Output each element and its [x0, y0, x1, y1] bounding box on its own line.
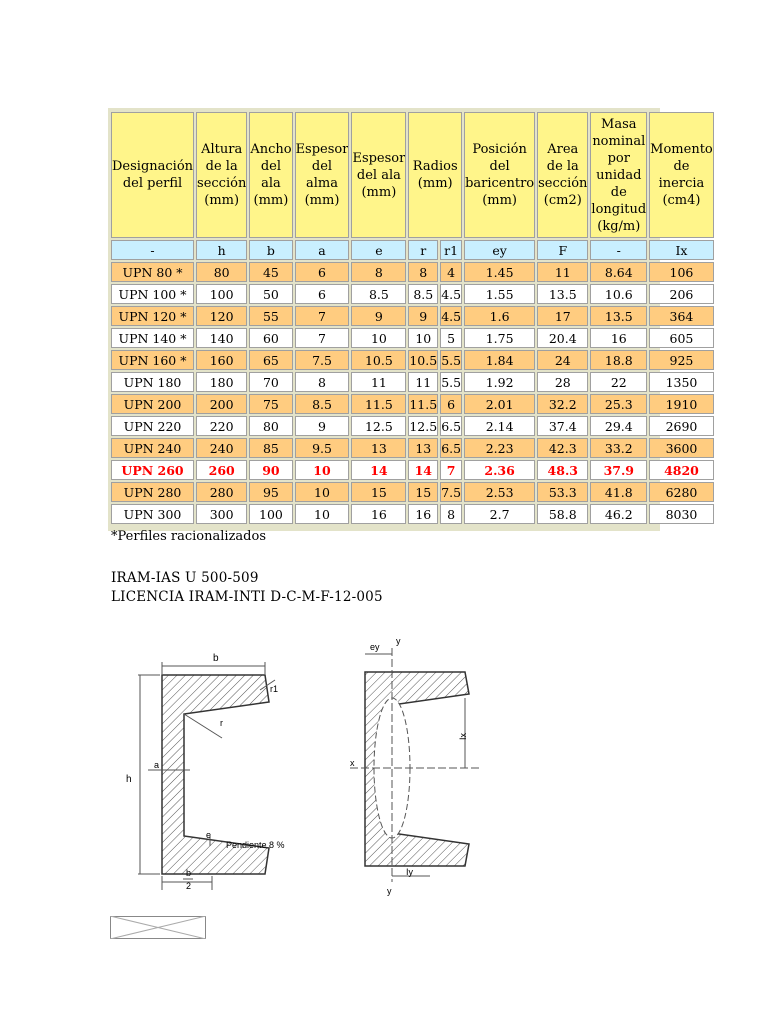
table-row — [111, 460, 714, 480]
value-cell: 106 — [649, 262, 714, 282]
value-cell: 8.64 — [590, 262, 647, 282]
profile-designation-cell: UPN 220 — [111, 416, 194, 436]
value-cell: 8.5 — [408, 284, 438, 304]
value-cell: 9.5 — [295, 438, 350, 458]
value-cell: 33.2 — [590, 438, 647, 458]
value-cell: 6 — [295, 284, 350, 304]
symbol-row — [111, 240, 714, 260]
value-cell: 8.5 — [295, 394, 350, 414]
profile-designation-cell: UPN 120 * — [111, 306, 194, 326]
value-cell: 6280 — [649, 482, 714, 502]
table-row — [111, 482, 714, 502]
broken-image-placeholder — [110, 916, 206, 939]
value-cell: 90 — [249, 460, 292, 480]
profile-designation-cell: UPN 100 * — [111, 284, 194, 304]
value-cell: 60 — [249, 328, 292, 348]
value-cell: 1.84 — [464, 350, 535, 370]
value-cell: 11.5 — [408, 394, 438, 414]
value-cell: 48.3 — [537, 460, 588, 480]
value-cell: 2.7 — [464, 504, 535, 524]
value-cell: 6 — [440, 394, 462, 414]
column-header: Altura de la sección (mm) — [196, 112, 247, 238]
value-cell: 280 — [196, 482, 247, 502]
value-cell: 53.3 — [537, 482, 588, 502]
value-cell: 37.4 — [537, 416, 588, 436]
license-reference: LICENCIA IRAM-INTI D-C-M-F-12-005 — [111, 589, 383, 605]
profile-designation-cell: UPN 240 — [111, 438, 194, 458]
value-cell: 1.75 — [464, 328, 535, 348]
axis-y-top-label: y — [396, 636, 401, 646]
value-cell: 14 — [351, 460, 406, 480]
symbol-cell: r — [408, 240, 438, 260]
value-cell: 206 — [649, 284, 714, 304]
value-cell: 41.8 — [590, 482, 647, 502]
value-cell: 37.9 — [590, 460, 647, 480]
value-cell: 7 — [295, 328, 350, 348]
value-cell: 1350 — [649, 372, 714, 392]
dim-ey-label: ey — [370, 642, 380, 652]
value-cell: 11 — [351, 372, 406, 392]
profile-designation-cell: UPN 180 — [111, 372, 194, 392]
value-cell: 160 — [196, 350, 247, 370]
value-cell: 4820 — [649, 460, 714, 480]
value-cell: 8.5 — [351, 284, 406, 304]
value-cell: 16 — [590, 328, 647, 348]
symbol-cell: ey — [464, 240, 535, 260]
value-cell: 11 — [537, 262, 588, 282]
value-cell: 45 — [249, 262, 292, 282]
table-row — [111, 438, 714, 458]
value-cell: 7.5 — [440, 482, 462, 502]
symbol-cell: F — [537, 240, 588, 260]
column-header: Espesor del ala (mm) — [351, 112, 406, 238]
value-cell: 8030 — [649, 504, 714, 524]
table-row — [111, 328, 714, 348]
standard-reference: IRAM-IAS U 500-509 — [111, 570, 259, 586]
value-cell: 5.5 — [440, 372, 462, 392]
axis-y-bottom-label: y — [387, 886, 392, 896]
value-cell: 13.5 — [590, 306, 647, 326]
dim-ix-label: Ix — [458, 732, 468, 740]
value-cell: 85 — [249, 438, 292, 458]
value-cell: 16 — [408, 504, 438, 524]
value-cell: 10 — [295, 460, 350, 480]
value-cell: 13 — [408, 438, 438, 458]
dim-h-label: h — [126, 774, 132, 785]
value-cell: 5.5 — [440, 350, 462, 370]
value-cell: 140 — [196, 328, 247, 348]
value-cell: 6 — [295, 262, 350, 282]
value-cell: 22 — [590, 372, 647, 392]
value-cell: 925 — [649, 350, 714, 370]
value-cell: 10 — [408, 328, 438, 348]
column-header: Posición del baricentro (mm) — [464, 112, 535, 238]
value-cell: 29.4 — [590, 416, 647, 436]
table-row — [111, 394, 714, 414]
symbol-cell: r1 — [440, 240, 462, 260]
symbol-cell: e — [351, 240, 406, 260]
symbol-cell: a — [295, 240, 350, 260]
value-cell: 12.5 — [408, 416, 438, 436]
value-cell: 42.3 — [537, 438, 588, 458]
column-header: Designación del perfil — [111, 112, 194, 238]
value-cell: 10.6 — [590, 284, 647, 304]
value-cell: 240 — [196, 438, 247, 458]
value-cell: 46.2 — [590, 504, 647, 524]
value-cell: 58.8 — [537, 504, 588, 524]
value-cell: 6.5 — [440, 438, 462, 458]
upn-profile-table — [109, 110, 716, 526]
column-header: Radios (mm) — [408, 112, 462, 238]
column-header: Area de la sección (cm2) — [537, 112, 588, 238]
value-cell: 10 — [295, 504, 350, 524]
value-cell: 25.3 — [590, 394, 647, 414]
value-cell: 2.36 — [464, 460, 535, 480]
value-cell: 7.5 — [295, 350, 350, 370]
value-cell: 220 — [196, 416, 247, 436]
value-cell: 13 — [351, 438, 406, 458]
profile-designation-cell: UPN 200 — [111, 394, 194, 414]
profile-designation-cell: UPN 300 — [111, 504, 194, 524]
dim-iy-label: Iy — [406, 867, 414, 877]
value-cell: 75 — [249, 394, 292, 414]
dim-r-label: r — [220, 718, 223, 728]
value-cell: 260 — [196, 460, 247, 480]
value-cell: 1910 — [649, 394, 714, 414]
value-cell: 2690 — [649, 416, 714, 436]
value-cell: 70 — [249, 372, 292, 392]
table-row — [111, 284, 714, 304]
table-row — [111, 306, 714, 326]
value-cell: 1.6 — [464, 306, 535, 326]
value-cell: 2.23 — [464, 438, 535, 458]
value-cell: 8 — [408, 262, 438, 282]
symbol-cell: - — [111, 240, 194, 260]
value-cell: 80 — [196, 262, 247, 282]
table-row — [111, 350, 714, 370]
value-cell: 10 — [295, 482, 350, 502]
value-cell: 32.2 — [537, 394, 588, 414]
value-cell: 120 — [196, 306, 247, 326]
value-cell: 55 — [249, 306, 292, 326]
value-cell: 50 — [249, 284, 292, 304]
table-row — [111, 262, 714, 282]
value-cell: 10.5 — [408, 350, 438, 370]
value-cell: 8 — [351, 262, 406, 282]
column-header: Masa nominal por unidad de longitud (kg/m) — [590, 112, 647, 238]
value-cell: 11.5 — [351, 394, 406, 414]
value-cell: 11 — [408, 372, 438, 392]
value-cell: 24 — [537, 350, 588, 370]
upn-dimension-diagram — [110, 640, 320, 890]
profile-designation-cell: UPN 260 — [111, 460, 194, 480]
value-cell: 2.53 — [464, 482, 535, 502]
symbol-cell: b — [249, 240, 292, 260]
profile-designation-cell: UPN 280 — [111, 482, 194, 502]
value-cell: 9 — [295, 416, 350, 436]
value-cell: 1.55 — [464, 284, 535, 304]
table-row — [111, 372, 714, 392]
profile-designation-cell: UPN 140 * — [111, 328, 194, 348]
value-cell: 364 — [649, 306, 714, 326]
value-cell: 7 — [295, 306, 350, 326]
column-header: Ancho del ala (mm) — [249, 112, 292, 238]
slope-label: Pendiente 8 % — [226, 840, 285, 850]
value-cell: 10.5 — [351, 350, 406, 370]
symbol-cell: Ix — [649, 240, 714, 260]
value-cell: 4.5 — [440, 284, 462, 304]
value-cell: 80 — [249, 416, 292, 436]
value-cell: 28 — [537, 372, 588, 392]
value-cell: 9 — [408, 306, 438, 326]
symbol-cell: - — [590, 240, 647, 260]
dim-a-label: a — [154, 760, 160, 770]
column-header: Momento de inercia (cm4) — [649, 112, 714, 238]
value-cell: 8 — [295, 372, 350, 392]
value-cell: 9 — [351, 306, 406, 326]
value-cell: 605 — [649, 328, 714, 348]
dim-r1-label: r1 — [270, 684, 279, 694]
upn-axes-diagram — [340, 632, 490, 897]
value-cell: 7 — [440, 460, 462, 480]
value-cell: 1.92 — [464, 372, 535, 392]
table-row — [111, 504, 714, 524]
value-cell: 14 — [408, 460, 438, 480]
header-row — [111, 112, 714, 238]
value-cell: 10 — [351, 328, 406, 348]
value-cell: 2.01 — [464, 394, 535, 414]
value-cell: 3600 — [649, 438, 714, 458]
value-cell: 18.8 — [590, 350, 647, 370]
dim-b-label: b — [213, 653, 219, 664]
value-cell: 100 — [249, 504, 292, 524]
value-cell: 2.14 — [464, 416, 535, 436]
dim-half-b-den: 2 — [186, 881, 192, 890]
value-cell: 20.4 — [537, 328, 588, 348]
value-cell: 300 — [196, 504, 247, 524]
value-cell: 180 — [196, 372, 247, 392]
dim-half-b-num: b — [186, 868, 192, 878]
value-cell: 1.45 — [464, 262, 535, 282]
symbol-cell: h — [196, 240, 247, 260]
table-row — [111, 416, 714, 436]
value-cell: 100 — [196, 284, 247, 304]
value-cell: 4 — [440, 262, 462, 282]
rationalized-profiles-note: *Perfiles racionalizados — [111, 529, 266, 544]
dim-e-label: e — [206, 830, 212, 840]
value-cell: 65 — [249, 350, 292, 370]
value-cell: 95 — [249, 482, 292, 502]
profile-designation-cell: UPN 160 * — [111, 350, 194, 370]
value-cell: 200 — [196, 394, 247, 414]
column-header: Espesor del alma (mm) — [295, 112, 350, 238]
value-cell: 8 — [440, 504, 462, 524]
value-cell: 15 — [408, 482, 438, 502]
value-cell: 12.5 — [351, 416, 406, 436]
value-cell: 4.5 — [440, 306, 462, 326]
value-cell: 5 — [440, 328, 462, 348]
axis-x-label: x — [350, 758, 355, 768]
profile-designation-cell: UPN 80 * — [111, 262, 194, 282]
value-cell: 15 — [351, 482, 406, 502]
value-cell: 6.5 — [440, 416, 462, 436]
profile-table-container — [108, 108, 713, 531]
value-cell: 16 — [351, 504, 406, 524]
value-cell: 13.5 — [537, 284, 588, 304]
value-cell: 17 — [537, 306, 588, 326]
